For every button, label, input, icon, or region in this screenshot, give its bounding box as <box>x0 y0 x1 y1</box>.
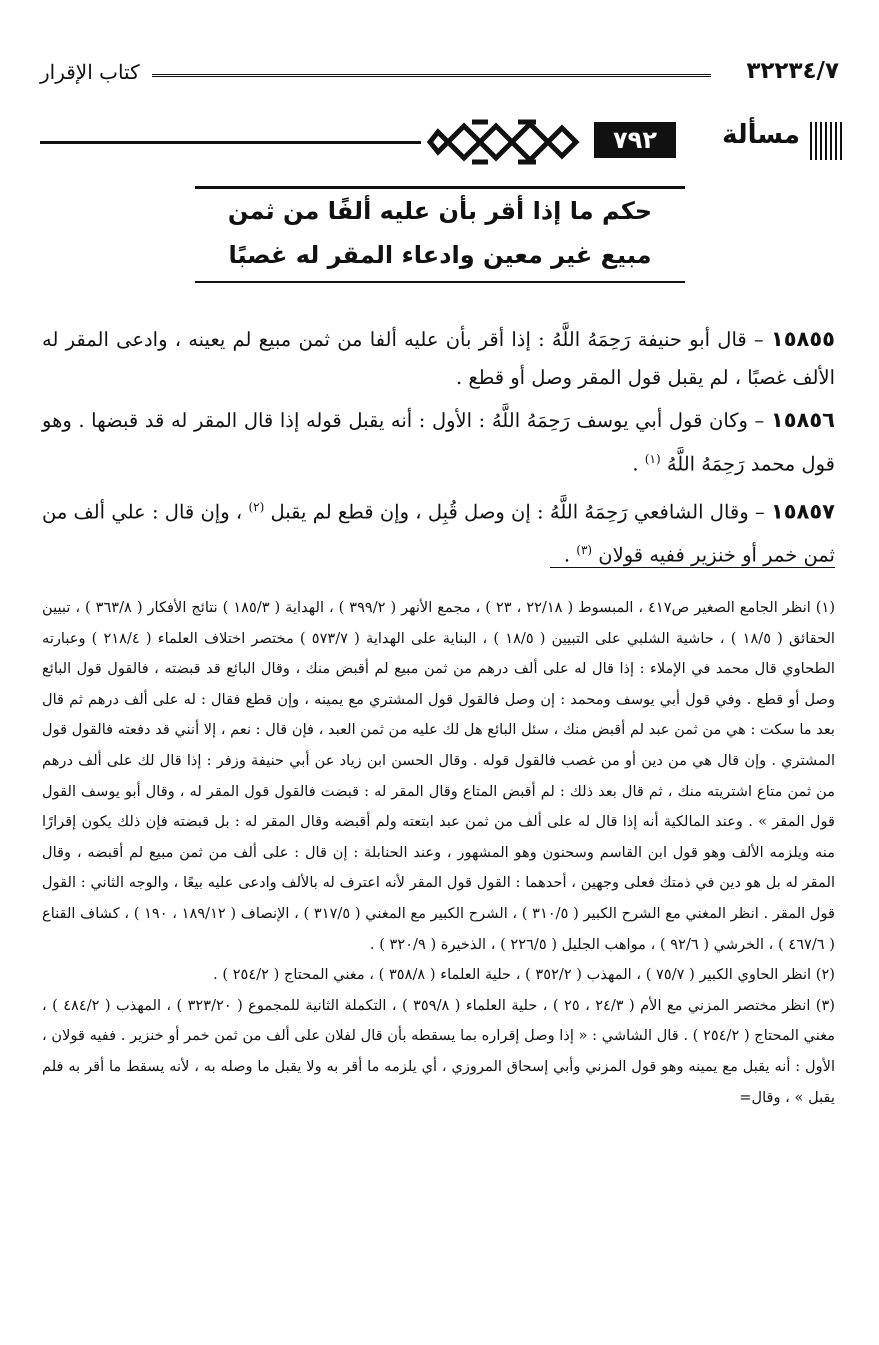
paragraph-end: . <box>632 452 645 476</box>
paragraph <box>42 320 835 397</box>
interlace-ornament-icon <box>426 118 582 166</box>
issue-bar-rule <box>40 141 421 144</box>
paragraph-number: ١٥٨٥٧ <box>770 499 835 523</box>
vertical-lines-ornament <box>808 122 842 160</box>
paragraph-text-continued: ، وإن قال : علي ألف من ثمن خمر أو خنزير ففيه قولان <box>42 500 835 567</box>
paragraph-number: ١٥٨٥٥ <box>770 327 835 351</box>
paragraph <box>42 488 835 575</box>
paragraph-text: – وكان قول أبي يوسف رَحِمَهُ اللَّهُ : الأول : أنه يقبل قوله إذا قال المقر له قد قبضها . وهو قول محمد رَحِمَهُ اللَّهُ <box>42 409 835 476</box>
title-line-2: مبيع غير معين وادعاء المقر له غصبًا <box>228 241 652 269</box>
book-title: كتاب الإقرار <box>40 60 140 84</box>
paragraph <box>42 401 835 484</box>
page-number: ٣٢٢٣٤/٧ <box>746 58 839 84</box>
issue-bar <box>40 118 842 166</box>
header-double-rule <box>152 74 711 79</box>
footnote-reference[interactable]: (٣) <box>576 543 593 557</box>
issue-number: ٧٩٢ <box>594 122 676 158</box>
footnote-separator <box>550 567 835 568</box>
main-text <box>42 320 835 579</box>
footnotes <box>42 593 835 1113</box>
issue-title <box>195 186 685 283</box>
issue-label: مسألة <box>722 120 800 150</box>
footnote-reference[interactable]: (٢) <box>248 499 265 514</box>
footnote: (٣) انظر مختصر المزني مع الأم ( ٢٤/٣ ، ٢٥ ) ، حلية العلماء ( ٣٥٩/٨ ) ، التكملة الثانية للمجموع ( ٣٢٣/٢٠ ) ، المهذب ( ٤٨٤/٢ ) ، مغني المحتاج ( ٢٥٤/٢ ) . قال الشاشي : « إذا وصل إقراره بما يسقطه بأن قال لفلان على ألف من ثمن خمر أو خنزير . ففيه قولان ، الأول : أنه يقبل مع يمينه وهو قول المزني وأبي إسحاق المروزي ، أي يلزمه ما أقر به ولا يقبل ما وصله به ، لأنه يسقط ما أقر به فلم يقبل » ، وقال= <box>42 996 835 1106</box>
running-header <box>40 58 839 92</box>
paragraph-text: – قال أبو حنيفة رَحِمَهُ اللَّهُ : إذا أقر بأن عليه ألفا من ثمن مبيع لم يعينه ، وادعى المقر له الألف غصبًا ، لم يقبل قول المقر وصل أو قطع . <box>42 328 835 389</box>
paragraph-end: . <box>563 543 577 567</box>
footnote-reference[interactable]: (١) <box>644 452 661 466</box>
title-bottom-rule <box>195 281 685 283</box>
paragraph-text: – وقال الشافعي رَحِمَهُ اللَّهُ : إن وصل قُبِل ، وإن قطع لم يقبل <box>270 500 771 523</box>
title-line-1: حكم ما إذا أقر بأن عليه ألفًا من ثمن <box>227 197 653 225</box>
paragraph-number: ١٥٨٥٦ <box>770 408 835 432</box>
footnote: (١) انظر الجامع الصغير ص٤١٧ ، المبسوط ( ٢٢/١٨ ، ٢٣ ) ، مجمع الأنهر ( ٣٩٩/٢ ) ، الهداية ( ١٨٥/٣ ) نتائج الأفكار ( ٣٦٣/٨ ) ، تبيين الحقائق ( ١٨/٥ ) ، حاشية الشلبي على التبيين ( ١٨/٥ ) ، البناية على الهداية ( ٥٧٣/٧ ) مختصر اختلاف العلماء ( ٢١٨/٤ ) وعبارته الطحاوي قال محمد في الإملاء : إذا قال له على ألف درهم من ثمن مبيع لم أقبض منك ، وقال البائع قد قبضته ، فالقول قول البائع وصل أو قطع . وفي قول أبي يوسف ومحمد : إن وصل فالقول قول المشتري مع يمينه ، وإن قطع فقال : له على ألف درهم ثم قال بعد ما سكت : هي من ثمن عبد لم أقبض منك ، سئل البائع هل لك عليه من ثمن العبد ، فإن قال : نعم ، إلا أنني قد دفعته فالقول قول المشتري . وإن قال هي من دين أو من غصب فالقول قوله . وقال الحسن ابن زياد عن أبي حنيفة وزفر : إذا قال لك على ألف درهم من ثمن متاع اشتريته منك ، ثم قال بعد ذلك : لم أقبض المتاع وقال المقر له : قبضت فالقول قول المقر له ، وقال أبو يوسف القول قول المقر » . وعند المالكية أنه إذا قال له على ألف من ثمن عبد ابتعته ولم أقبضه وقال المقر له : بل قبضته فإن ذلك يكون إقرارًا منه ويلزمه الألف وهو قول ابن القاسم وسحنون وهو المشهور ، وعند الحنابلة : إن قال : على ألف من ثمن مبيع لم أقبضه ، وقال المقر له بل هو دين في ذمتك فعلى وجهين ، أحدهما : القول قول المقر لأنه اعترف له بالألف وادعى عليه بيعًا ، والوجه الثاني : القول قول المقر . انظر المغني مع الشرح الكبير ( ٣١٠/٥ ) ، الشرح الكبير مع المغني ( ٣١٧/٥ ) ، الإنصاف ( ١٨٩/١٢ ، ١٩٠ ) ، كشاف القناع ( ٤٦٧/٦ ) ، الخرشي ( ٩٢/٦ ) ، مواهب الجليل ( ٢٢٦/٥ ) ، الذخيرة ( ٣٢٠/٩ ) . <box>42 599 836 953</box>
footnote: (٢) انظر الحاوي الكبير ( ٧٥/٧ ) ، المهذب ( ٣٥٢/٢ ) ، حلية العلماء ( ٣٥٨/٨ ) ، مغني المحتاج ( ٢٥٤/٢ ) . <box>213 966 835 984</box>
